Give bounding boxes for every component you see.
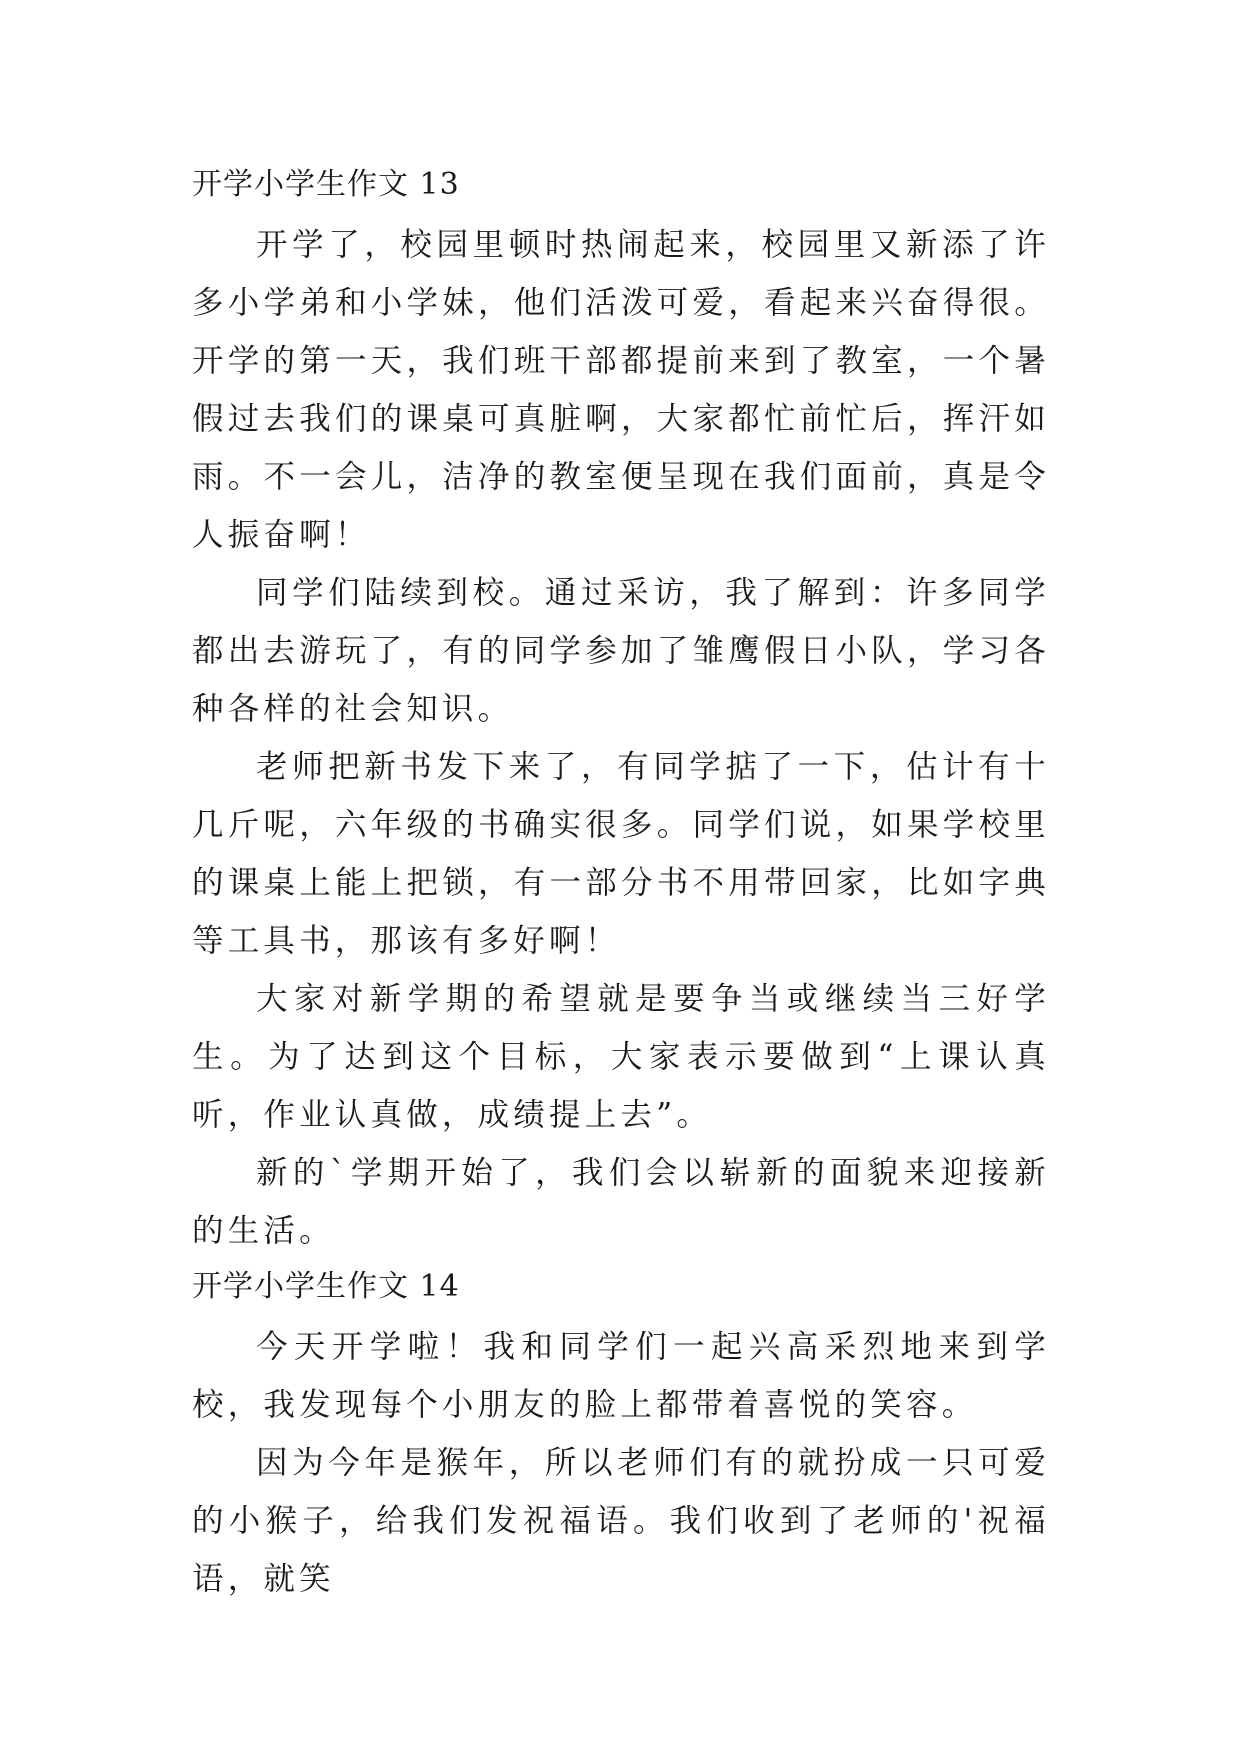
paragraph: 开学了，校园里顿时热闹起来，校园里又新添了许多小学弟和小学妹，他们活泼可爱，看起来兴奋得很。开学的第一天，我们班干部都提前来到了教室，一个暑假过去我们的课桌可真脏啊，大家都忙前忙后，挥汗如雨。不一会儿，洁净的教室便呈现在我们面前，真是令人振奋啊！ (192, 227, 1050, 553)
paragraph: 老师把新书发下来了，有同学掂了一下，估计有十几斤呢，六年级的书确实很多。同学们说，如果学校里的课桌上能上把锁，有一部分书不用带回家，比如字典等工具书，那该有多好啊！ (192, 749, 1050, 959)
essay-14 (192, 1262, 1050, 1608)
paragraph: 同学们陆续到校。通过采访，我了解到：许多同学都出去游玩了，有的同学参加了雏鹰假日小队，学习各种各样的社会知识。 (192, 575, 1050, 727)
paragraph: 因为今年是猴年，所以老师们有的就扮成一只可爱的小猴子，给我们发祝福语。我们收到了老师的'祝福语，就笑 (192, 1445, 1050, 1597)
essay-title: 开学小学生作文 14 (192, 1269, 460, 1304)
essay-title: 开学小学生作文 13 (192, 167, 460, 202)
paragraph: 大家对新学期的希望就是要争当或继续当三好学生。为了达到这个目标，大家表示要做到“上课认真听，作业认真做，成绩提上去”。 (192, 981, 1050, 1133)
essay-13 (192, 160, 1050, 1260)
paragraph: 今天开学啦！我和同学们一起兴高采烈地来到学校，我发现每个小朋友的脸上都带着喜悦的笑容。 (192, 1329, 1050, 1423)
paragraph: 新的`学期开始了，我们会以崭新的面貌来迎接新的生活。 (192, 1155, 1050, 1249)
